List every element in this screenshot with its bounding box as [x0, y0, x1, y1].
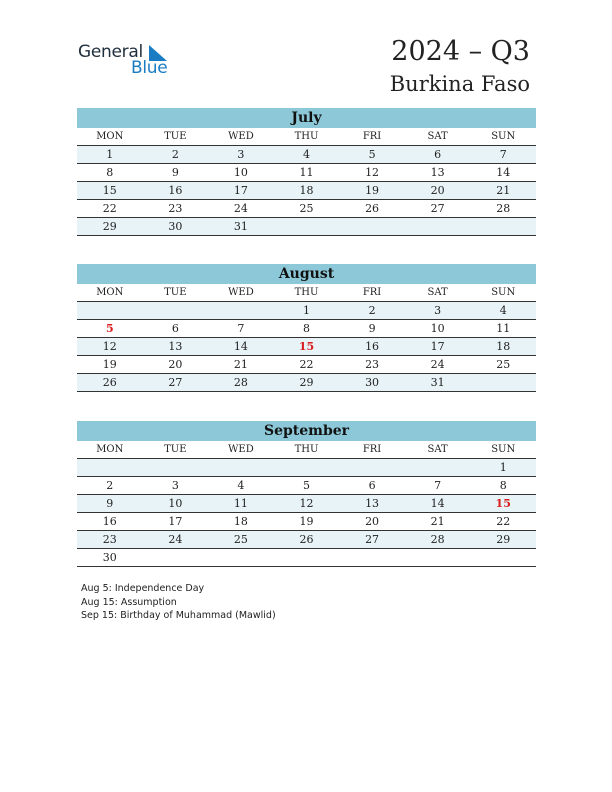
day-cell: 7 — [208, 320, 274, 338]
day-cell: 10 — [208, 164, 274, 182]
day-cell: 9 — [339, 320, 405, 338]
day-cell: 16 — [77, 513, 143, 531]
week-row — [77, 513, 536, 531]
empty-day-cell — [208, 549, 274, 567]
day-cell: 18 — [208, 513, 274, 531]
day-cell: 6 — [339, 477, 405, 495]
day-cell: 27 — [143, 374, 209, 392]
empty-day-cell — [77, 302, 143, 320]
day-cell: 16 — [339, 338, 405, 356]
day-cell: 29 — [470, 531, 536, 549]
day-cell: 23 — [143, 200, 209, 218]
empty-day-cell — [470, 218, 536, 236]
day-cell: 29 — [77, 218, 143, 236]
page-title: 2024 – Q3 — [391, 36, 530, 67]
week-row — [77, 495, 536, 513]
day-cell: 1 — [470, 459, 536, 477]
day-cell: 20 — [339, 513, 405, 531]
logo — [78, 42, 178, 82]
day-cell: 21 — [470, 182, 536, 200]
day-cell: 28 — [470, 200, 536, 218]
day-cell: 7 — [405, 477, 471, 495]
day-cell: 24 — [405, 356, 471, 374]
holiday-note: Aug 15: Assumption — [81, 596, 177, 608]
holiday-notes — [81, 582, 276, 623]
day-cell: 31 — [208, 218, 274, 236]
day-cell: 28 — [208, 374, 274, 392]
day-cell: 2 — [77, 477, 143, 495]
weekday-label: SUN — [470, 284, 536, 302]
empty-day-cell — [470, 549, 536, 567]
empty-day-cell — [274, 459, 340, 477]
day-cell: 17 — [143, 513, 209, 531]
day-cell: 19 — [274, 513, 340, 531]
day-cell: 19 — [339, 182, 405, 200]
empty-day-cell — [143, 459, 209, 477]
day-cell: 18 — [274, 182, 340, 200]
week-row — [77, 320, 536, 338]
day-cell: 11 — [470, 320, 536, 338]
weekday-label: SUN — [470, 128, 536, 146]
week-row — [77, 459, 536, 477]
empty-day-cell — [339, 459, 405, 477]
weekday-label: TUE — [143, 284, 209, 302]
empty-day-cell — [208, 302, 274, 320]
weekday-label: WED — [208, 284, 274, 302]
day-cell: 13 — [339, 495, 405, 513]
week-row — [77, 302, 536, 320]
day-cell: 3 — [143, 477, 209, 495]
weekday-label: THU — [274, 128, 340, 146]
month-calendar-august — [77, 264, 536, 392]
month-title: August — [77, 264, 536, 284]
day-cell: 12 — [274, 495, 340, 513]
day-cell: 26 — [274, 531, 340, 549]
day-cell: 5 — [274, 477, 340, 495]
logo-text-general: General — [78, 42, 143, 62]
day-cell: 25 — [208, 531, 274, 549]
holiday-note: Sep 15: Birthday of Muhammad (Mawlid) — [81, 610, 276, 621]
day-cell: 3 — [208, 146, 274, 164]
day-cell: 14 — [405, 495, 471, 513]
weekday-label: TUE — [143, 441, 209, 459]
day-cell: 30 — [77, 549, 143, 567]
holiday-day-cell: 5 — [77, 320, 143, 338]
week-row — [77, 338, 536, 356]
day-cell: 29 — [274, 374, 340, 392]
empty-day-cell — [405, 549, 471, 567]
day-cell: 14 — [208, 338, 274, 356]
empty-day-cell — [274, 549, 340, 567]
weekday-label: THU — [274, 284, 340, 302]
empty-day-cell — [339, 549, 405, 567]
week-row — [77, 374, 536, 392]
empty-day-cell — [77, 459, 143, 477]
day-cell: 21 — [405, 513, 471, 531]
day-cell: 11 — [208, 495, 274, 513]
weekday-label: WED — [208, 128, 274, 146]
day-cell: 22 — [274, 356, 340, 374]
holiday-day-cell: 15 — [274, 338, 340, 356]
day-cell: 11 — [274, 164, 340, 182]
weekday-header-row — [77, 284, 536, 302]
day-cell: 12 — [77, 338, 143, 356]
week-row — [77, 146, 536, 164]
week-row — [77, 200, 536, 218]
weekday-header-row — [77, 441, 536, 459]
day-cell: 7 — [470, 146, 536, 164]
empty-day-cell — [143, 549, 209, 567]
day-cell: 26 — [339, 200, 405, 218]
day-cell: 9 — [77, 495, 143, 513]
day-cell: 12 — [339, 164, 405, 182]
day-cell: 6 — [405, 146, 471, 164]
day-cell: 18 — [470, 338, 536, 356]
week-row — [77, 218, 536, 236]
day-cell: 22 — [77, 200, 143, 218]
day-cell: 2 — [143, 146, 209, 164]
day-cell: 19 — [77, 356, 143, 374]
day-cell: 4 — [274, 146, 340, 164]
month-title: July — [77, 108, 536, 128]
day-cell: 31 — [405, 374, 471, 392]
day-cell: 1 — [274, 302, 340, 320]
weekday-header-row — [77, 128, 536, 146]
week-row — [77, 182, 536, 200]
day-cell: 6 — [143, 320, 209, 338]
day-cell: 27 — [405, 200, 471, 218]
day-cell: 13 — [143, 338, 209, 356]
day-cell: 13 — [405, 164, 471, 182]
day-cell: 20 — [143, 356, 209, 374]
day-cell: 5 — [339, 146, 405, 164]
day-cell: 4 — [470, 302, 536, 320]
weekday-label: FRI — [339, 284, 405, 302]
day-cell: 25 — [274, 200, 340, 218]
weekday-label: SAT — [405, 128, 471, 146]
day-cell: 24 — [208, 200, 274, 218]
weekday-label: THU — [274, 441, 340, 459]
weekday-label: FRI — [339, 128, 405, 146]
weekday-label: SUN — [470, 441, 536, 459]
day-cell: 3 — [405, 302, 471, 320]
week-row — [77, 356, 536, 374]
day-cell: 16 — [143, 182, 209, 200]
weekday-label: SAT — [405, 441, 471, 459]
weekday-label: MON — [77, 441, 143, 459]
week-row — [77, 531, 536, 549]
day-cell: 23 — [339, 356, 405, 374]
day-cell: 8 — [77, 164, 143, 182]
day-cell: 15 — [77, 182, 143, 200]
day-cell: 8 — [470, 477, 536, 495]
day-cell: 24 — [143, 531, 209, 549]
month-title: September — [77, 421, 536, 441]
country-name: Burkina Faso — [389, 72, 530, 96]
day-cell: 10 — [143, 495, 209, 513]
empty-day-cell — [405, 459, 471, 477]
day-cell: 17 — [208, 182, 274, 200]
empty-day-cell — [143, 302, 209, 320]
day-cell: 22 — [470, 513, 536, 531]
day-cell: 28 — [405, 531, 471, 549]
day-cell: 14 — [470, 164, 536, 182]
day-cell: 23 — [77, 531, 143, 549]
day-cell: 30 — [339, 374, 405, 392]
day-cell: 27 — [339, 531, 405, 549]
day-cell: 20 — [405, 182, 471, 200]
weekday-label: MON — [77, 284, 143, 302]
month-calendar-july — [77, 108, 536, 236]
empty-day-cell — [274, 218, 340, 236]
day-cell: 2 — [339, 302, 405, 320]
day-cell: 1 — [77, 146, 143, 164]
day-cell: 30 — [143, 218, 209, 236]
weekday-label: FRI — [339, 441, 405, 459]
day-cell: 10 — [405, 320, 471, 338]
holiday-note: Aug 5: Independence Day — [81, 583, 205, 594]
day-cell: 4 — [208, 477, 274, 495]
weekday-label: WED — [208, 441, 274, 459]
empty-day-cell — [339, 218, 405, 236]
month-calendar-september — [77, 421, 536, 567]
day-cell: 8 — [274, 320, 340, 338]
empty-day-cell — [208, 459, 274, 477]
holiday-day-cell: 15 — [470, 495, 536, 513]
logo-text-blue: Blue — [131, 58, 168, 78]
empty-day-cell — [470, 374, 536, 392]
week-row — [77, 164, 536, 182]
week-row — [77, 549, 536, 567]
day-cell: 17 — [405, 338, 471, 356]
day-cell: 9 — [143, 164, 209, 182]
week-row — [77, 477, 536, 495]
weekday-label: SAT — [405, 284, 471, 302]
empty-day-cell — [405, 218, 471, 236]
weekday-label: MON — [77, 128, 143, 146]
day-cell: 26 — [77, 374, 143, 392]
day-cell: 21 — [208, 356, 274, 374]
weekday-label: TUE — [143, 128, 209, 146]
day-cell: 25 — [470, 356, 536, 374]
